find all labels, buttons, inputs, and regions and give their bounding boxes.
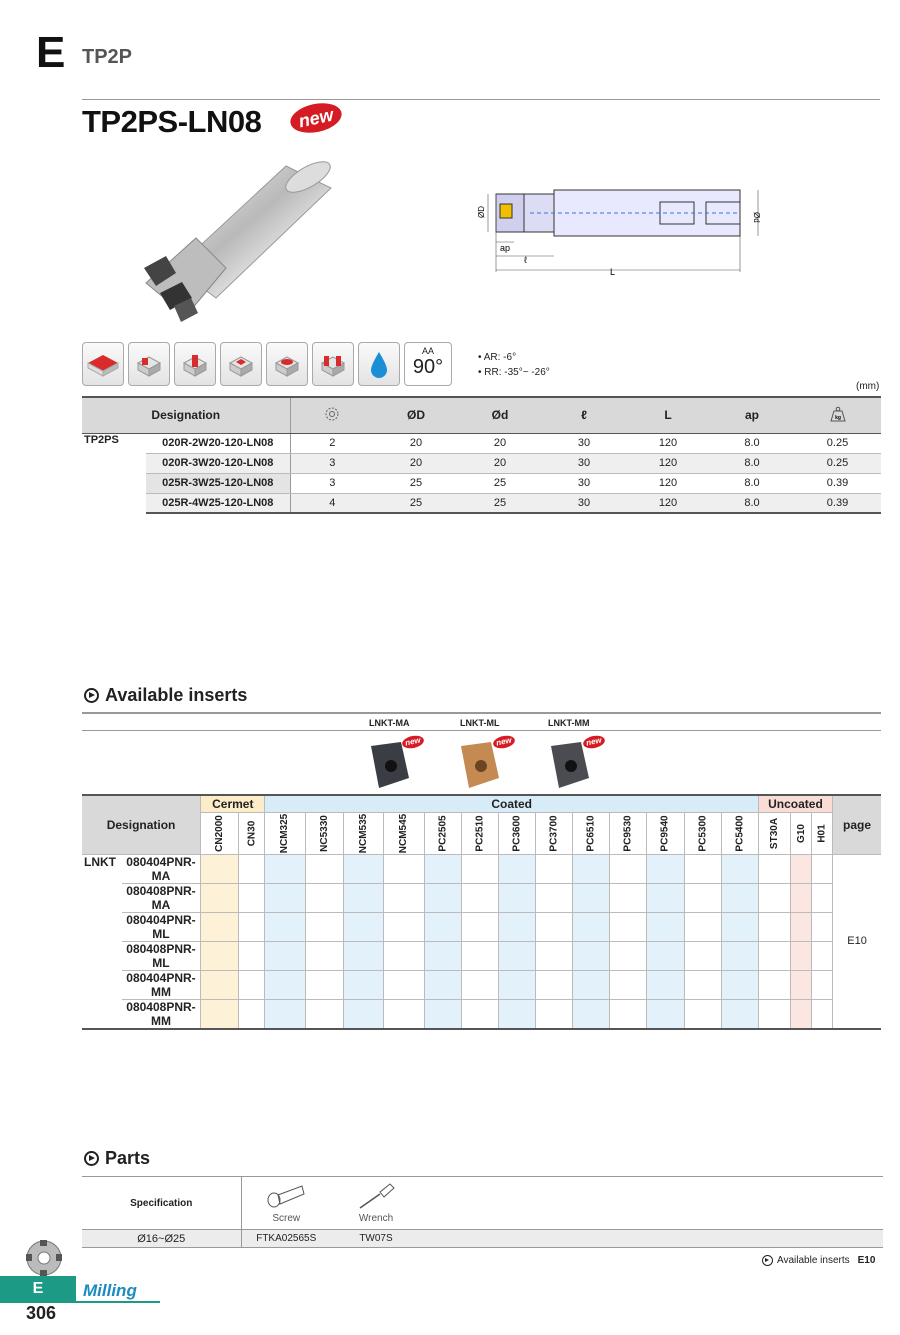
od-label: ØD xyxy=(477,206,486,218)
table-row: 020R-3W20-120-LN08 3 20 20 30 120 8.0 0.25 xyxy=(82,453,881,473)
col-l: ℓ xyxy=(542,397,626,433)
grade-pc3600: PC3600 xyxy=(498,812,535,854)
ap-label: ap xyxy=(500,243,511,253)
insert-images xyxy=(82,713,881,794)
table-row: 025R-4W25-120-LN08 4 25 25 30 120 8.0 0.39 xyxy=(82,493,881,513)
table-row: 025R-3W25-120-LN08 3 25 25 30 120 8.0 0.39 xyxy=(82,473,881,493)
application-icons xyxy=(82,342,452,386)
col-designation: Designation xyxy=(82,397,290,433)
grade-g10: G10 xyxy=(790,812,811,854)
insert-designation: 080408PNR-ML xyxy=(122,941,201,970)
new-badge: new xyxy=(582,734,606,750)
insert-designation: 080404PNR-MM xyxy=(122,970,201,999)
table-row xyxy=(82,941,881,970)
group-label: TP2PS xyxy=(84,433,119,446)
group-coated: Coated xyxy=(265,795,758,812)
grade-cn2000: CN2000 xyxy=(201,812,239,854)
step-icon xyxy=(128,342,170,386)
parts-table xyxy=(82,1176,883,1248)
milling-cutter-icon xyxy=(22,1238,64,1278)
side-icon xyxy=(312,342,354,386)
wrench-code: TW07S xyxy=(359,1233,393,1244)
col-page: page xyxy=(833,795,881,854)
insert-name: LNKT-MM xyxy=(548,718,590,728)
d-label: Ød xyxy=(752,212,761,223)
table-row xyxy=(82,970,881,999)
approach-angle-icon xyxy=(404,342,452,386)
inserts-section-title: Available inserts xyxy=(84,685,247,706)
grade-ncm325: NCM325 xyxy=(265,812,305,854)
weight-icon xyxy=(827,406,849,422)
table-row xyxy=(82,999,881,1029)
svg-text:kg: kg xyxy=(834,414,841,421)
grade-pc9540: PC9540 xyxy=(647,812,684,854)
insert-name: LNKT-MA xyxy=(369,718,410,728)
col-od: ØD xyxy=(374,397,458,433)
rake-angles xyxy=(478,350,550,380)
page-ref[interactable]: E10 xyxy=(833,854,881,1029)
coolant-icon xyxy=(358,342,400,386)
grade-pc9530: PC9530 xyxy=(610,812,647,854)
col-weight xyxy=(794,397,881,433)
axial-rake: • AR: -6° xyxy=(478,352,517,363)
chapter-rule xyxy=(0,1301,160,1303)
page-number: 306 xyxy=(26,1303,57,1323)
col-L: L xyxy=(626,397,710,433)
grade-pc2505: PC2505 xyxy=(424,812,461,854)
arrow-icon xyxy=(762,1255,773,1266)
L-label: L xyxy=(610,267,616,277)
designation: 025R-3W25-120-LN08 xyxy=(146,473,290,493)
designation: 025R-4W25-120-LN08 xyxy=(146,493,290,513)
new-badge: new xyxy=(492,734,516,750)
screw-icon xyxy=(266,1182,306,1210)
grade-ncm535: NCM535 xyxy=(343,812,383,854)
group-cermet: Cermet xyxy=(201,795,265,812)
insert-designation: 080404PNR-MA xyxy=(122,854,201,883)
teeth-icon xyxy=(324,406,340,422)
insert-designation: 080404PNR-ML xyxy=(122,912,201,941)
insert-name: LNKT-ML xyxy=(460,718,500,728)
spec-table xyxy=(82,396,881,514)
insert-designation: 080408PNR-MM xyxy=(122,999,201,1029)
grade-pc2510: PC2510 xyxy=(461,812,498,854)
wrench-cell: Wrench xyxy=(331,1177,421,1230)
series-name: TP2P xyxy=(82,46,133,68)
arrow-icon xyxy=(84,688,99,703)
designation: 020R-3W20-120-LN08 xyxy=(146,453,290,473)
radial-rake: • RR: -35°~ -26° xyxy=(478,367,550,378)
grade-cn30: CN30 xyxy=(238,812,265,854)
spec-range: Ø16~Ø25 xyxy=(82,1230,241,1248)
arrow-icon xyxy=(84,1151,99,1166)
technical-drawing xyxy=(470,180,770,280)
col-teeth xyxy=(290,397,374,433)
available-inserts-link[interactable]: Available inserts E10 xyxy=(762,1255,875,1266)
grade-ncm545: NCM545 xyxy=(384,812,424,854)
table-row xyxy=(82,883,881,912)
approach-angle-value: 90° xyxy=(412,356,444,378)
grade-pc5400: PC5400 xyxy=(721,812,758,854)
parts-section-title: Parts xyxy=(84,1148,150,1169)
grade-pc3700: PC3700 xyxy=(536,812,573,854)
screw-code: FTKA02565S xyxy=(256,1233,317,1244)
chapter-tab: E xyxy=(0,1276,76,1302)
ramping-icon xyxy=(266,342,308,386)
product-title: TP2PS-LN08 xyxy=(82,104,262,139)
group-label: LNKT xyxy=(82,854,122,1029)
pocket-icon xyxy=(220,342,262,386)
grade-h01: H01 xyxy=(812,812,833,854)
screw-cell: Screw xyxy=(241,1177,331,1230)
table-row xyxy=(82,854,881,883)
grade-pc6510: PC6510 xyxy=(573,812,610,854)
table-row xyxy=(82,912,881,941)
section-letter: E xyxy=(36,28,66,77)
square-shoulder-icon xyxy=(82,342,124,386)
grade-st30a: ST30A xyxy=(758,812,790,854)
insert-grade-table xyxy=(82,794,881,1030)
col-designation: Designation xyxy=(82,795,201,854)
new-badge: new xyxy=(288,99,345,137)
header-divider xyxy=(82,99,880,100)
col-ap: ap xyxy=(710,397,794,433)
grade-pc5300: PC5300 xyxy=(684,812,721,854)
table-row: TP2PS 020R-2W20-120-LN08 2 20 20 30 120 8.0 0.25 xyxy=(82,433,881,453)
col-d: Ød xyxy=(458,397,542,433)
l-label: ℓ xyxy=(524,255,527,265)
group-uncoated: Uncoated xyxy=(758,795,832,812)
grade-nc5330: NC5330 xyxy=(305,812,343,854)
col-specification: Specification xyxy=(82,1177,241,1230)
new-badge: new xyxy=(401,734,425,750)
unit-label: (mm) xyxy=(856,381,880,392)
slot-icon xyxy=(174,342,216,386)
insert-designation: 080408PNR-MA xyxy=(122,883,201,912)
approach-angle-label: AA xyxy=(421,346,434,356)
designation: 020R-2W20-120-LN08 xyxy=(146,433,290,453)
chapter-label: Milling xyxy=(83,1281,137,1300)
wrench-icon xyxy=(356,1182,396,1210)
product-photo xyxy=(136,158,336,323)
